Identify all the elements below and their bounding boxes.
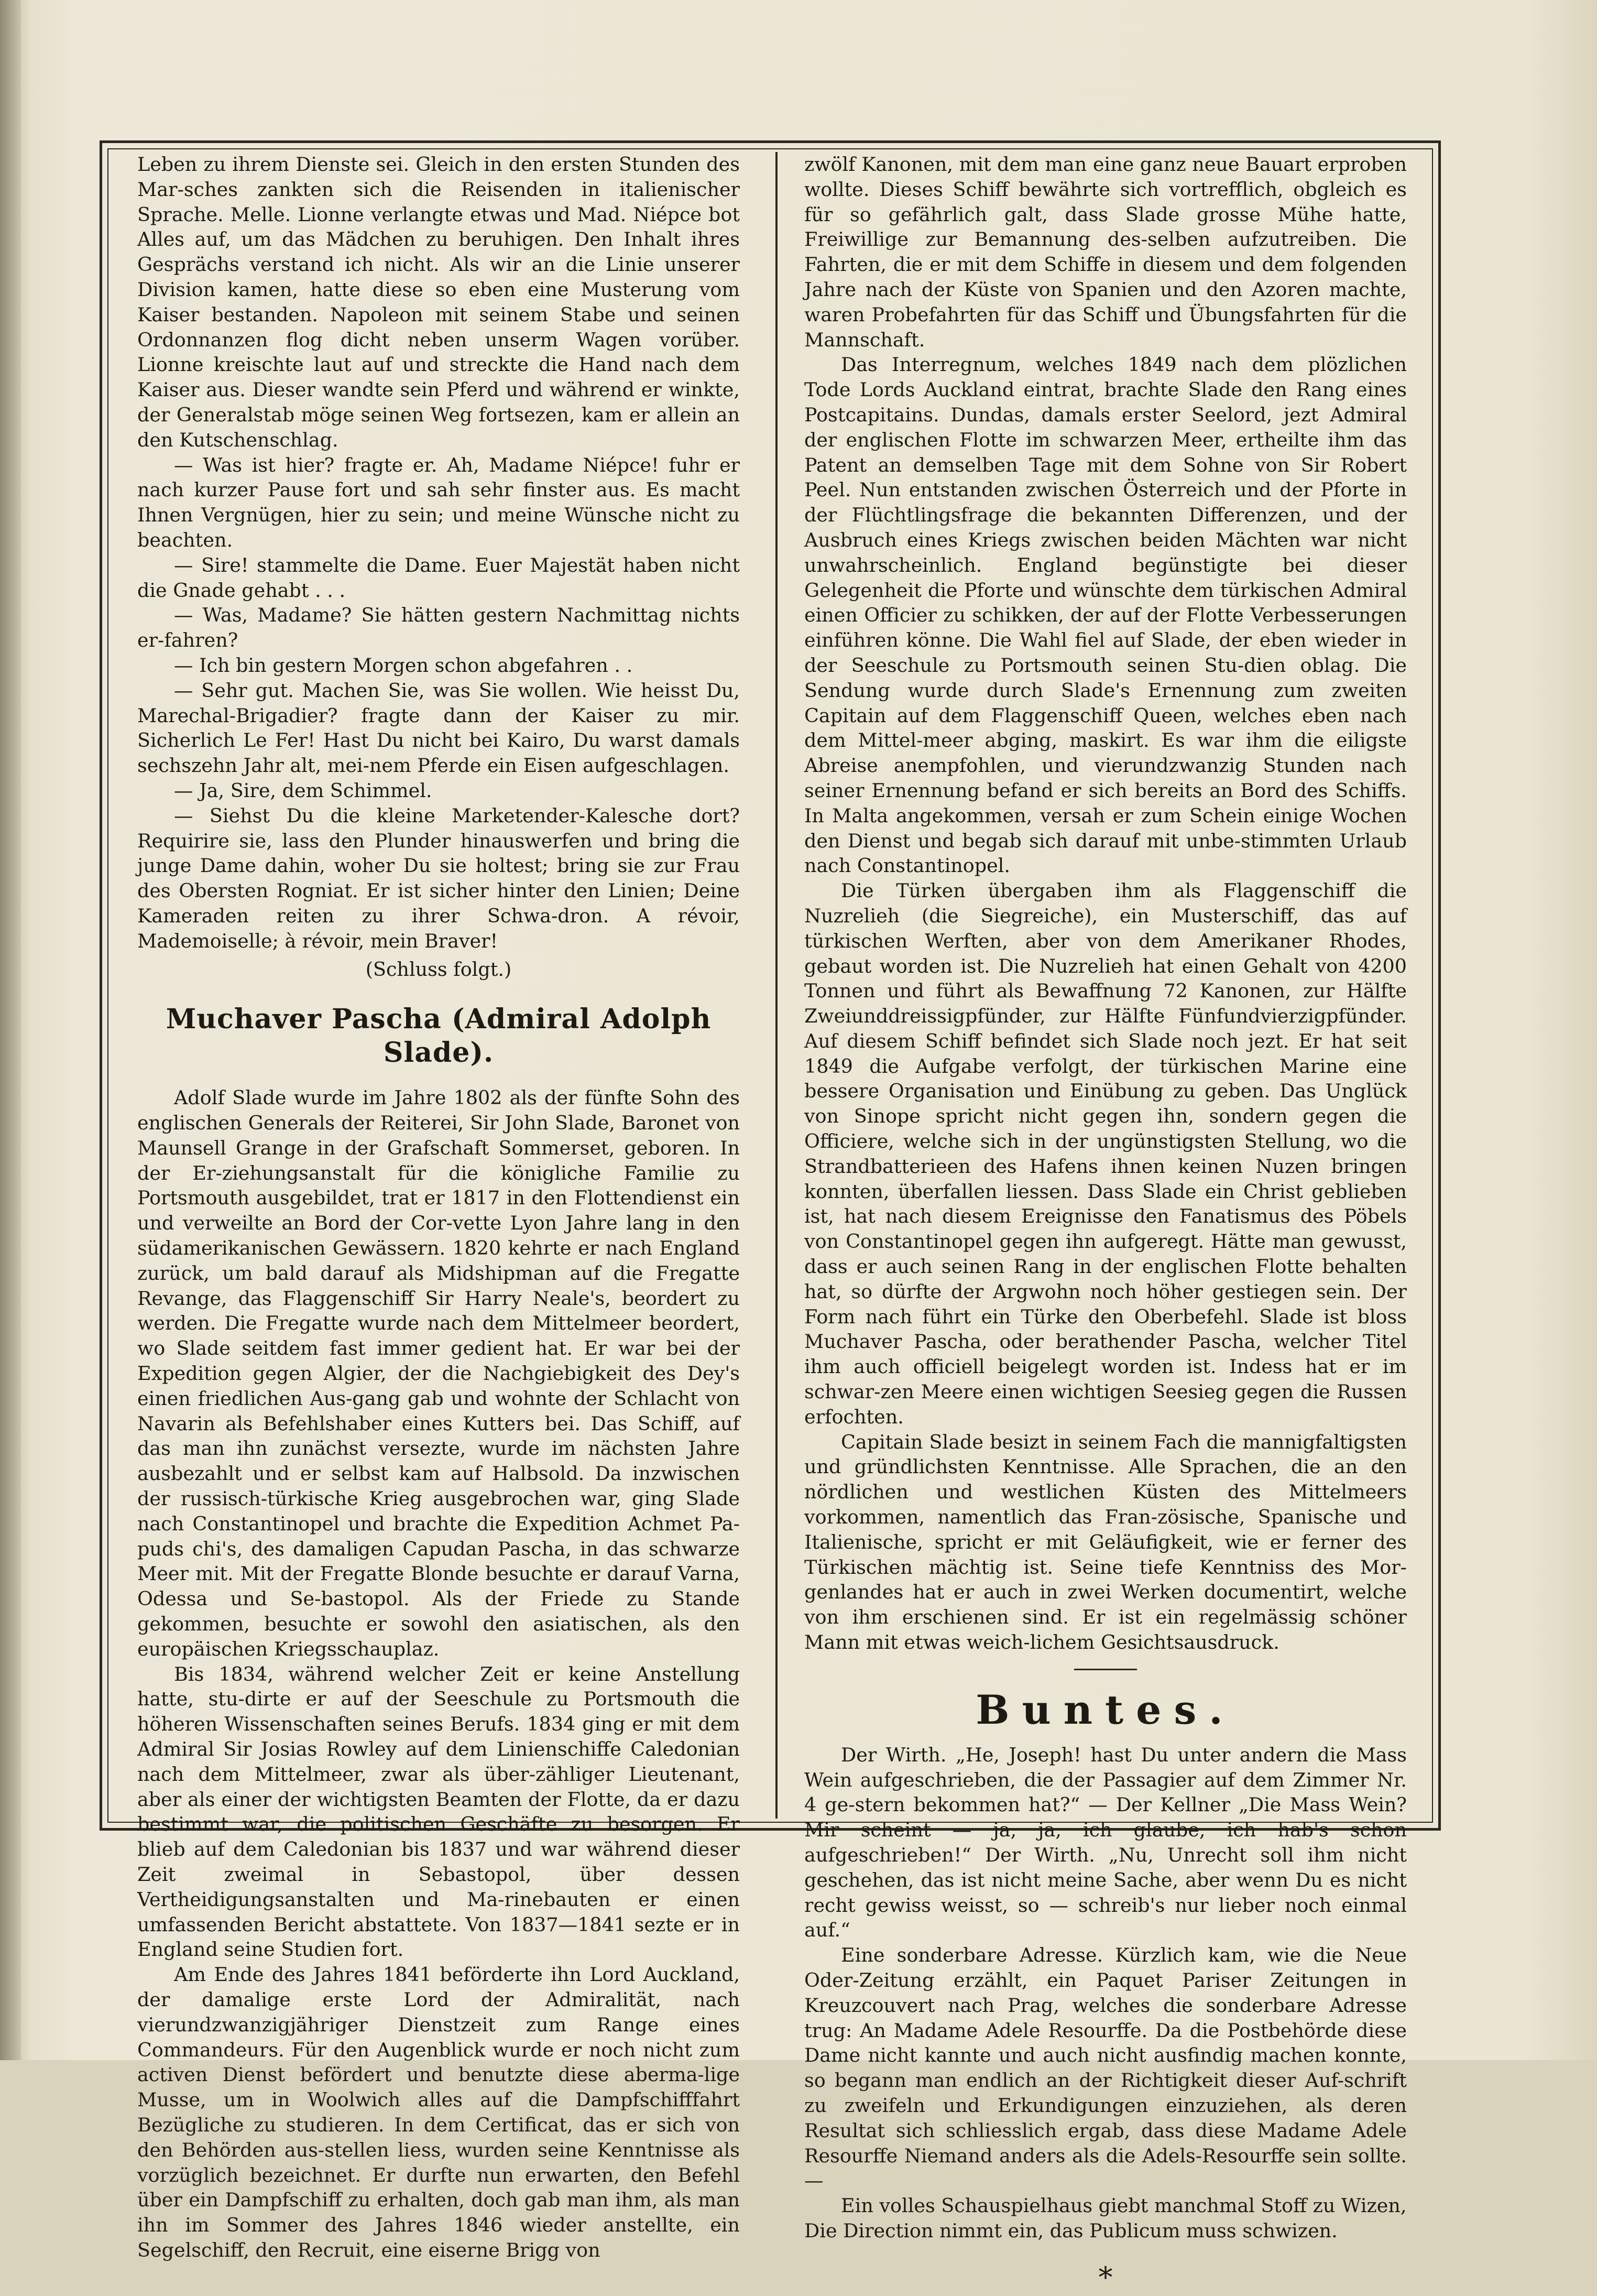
right-column <box>804 152 1407 2296</box>
verse-line: Ein volles Schauspielhaus giebt manchmal Stoff zu Wizen, <box>841 2194 1407 2217</box>
section-title: Buntes. <box>976 1686 1235 1733</box>
story-dialogue: — Ja, Sire, dem Schimmel. <box>174 779 432 802</box>
story-dialogue: — Siehst Du die kleine Marketender-Kalesche dort? Requirire sie, lass den Plunder hinauswerfen und bring die junge Dame dahin, woher Du sie holtest; bring sie zur Frau des Obersten Rogniat. Er ist sicher hinter den Linien; Deine Kameraden reiten zu ihrer Schwa-dron. A révoir, Mademoiselle; à révoir, mein Braver! <box>137 804 740 952</box>
story-dialogue: — Ich bin gestern Morgen schon abgefahren . . <box>174 654 633 677</box>
left-column <box>137 152 740 2263</box>
verse-line: Die Direction nimmt ein, das Publicum muss schwizen. <box>804 2219 1338 2242</box>
article-title: Muchaver Pascha (Admiral Adolph Slade). <box>166 1003 712 1069</box>
story-dialogue: — Was, Madame? Sie hätten gestern Nachmittag nichts er-fahren? <box>137 604 740 652</box>
miscellany-item: Der Wirth. „He, Joseph! hast Du unter andern die Mass Wein aufgeschrieben, die der Passagier auf dem Zimmer Nr. 4 ge-stern bekommen hat?“ — Der Kellner „Die Mass Wein? Mir scheint — ja, ja, ich glaube, ich hab's schon aufgeschrieben!“ Der Wirth. „Nu, Unrecht soll ihm nicht geschehen, das ist nicht meine Sache, aber wenn Du es nicht recht gewiss weisst, so — schreib's nur lieber noch einmal auf.“ <box>804 1743 1407 1942</box>
end-mark: * <box>1098 2260 1113 2294</box>
article-paragraph: Die Türken übergaben ihm als Flaggenschiff die Nuzrelieh (die Siegreiche), ein Musterschiff, das auf türkischen Werften, aber von dem Amerikaner Rhodes, gebaut worden ist. Die Nuzrelieh hat einen Gehalt von 4200 Tonnen und führt als Bewaffnung 72 Kanonen, zur Hälfte Zweiunddreissigpfünder, zur Hälfte Fünfundvierzigpfünder. Auf diesem Schiff befindet sich Slade noch jezt. Er hat seit 1849 die Aufgabe verfolgt, der türkischen Marine eine bessere Organisation und Einübung zu geben. Das Unglück von Sinope spricht nicht gegen ihn, sondern gegen die Officiere, welche sich in der ungünstigsten Stellung, wo die Strandbatterieen des Hafens ihnen keinen Nuzen bringen konnten, überfallen liessen. Dass Slade ein Christ geblieben ist, hat nach diesem Ereignisse den Fanatismus des Pöbels von Constantinopel gegen ihn aufgeregt. Hätte man gewusst, dass er auch seinen Rang in der englischen Flotte behalten hat, so dürfte der Argwohn noch höher gestiegen sein. Der Form nach führt ein Türke den Oberbefehl. Slade ist bloss Muchaver Pascha, oder berathender Pascha, welcher Titel ihm auch officiell beigelegt worden ist. Indess hat er im schwar-zen Meere einen wichtigen Seesieg gegen die Russen erfochten. <box>804 879 1407 1428</box>
story-dialogue: — Was ist hier? fragte er. Ah, Madame Niépce! fuhr er nach kurzer Pause fort und sah sehr finster aus. Es macht Ihnen Vergnügen, hier zu sein; und meine Wünsche nicht zu beachten. <box>137 453 740 551</box>
column-divider <box>775 152 778 1819</box>
section-rule <box>1074 1669 1137 1670</box>
article-paragraph: Am Ende des Jahres 1841 beförderte ihn Lord Auckland, der damalige erste Lord der Admiralität, nach vierundzwanzigjähriger Dienstzeit zum Range eines Commandeurs. Für den Augenblick wurde er noch nicht zum activen Dienst befördert und benutzte diese aberma-lige Musse, um in Woolwich alles auf die Dampfschifffahrt Bezügliche zu studieren. In dem Certificat, das er sich von den Behörden aus-stellen liess, wurden seine Kenntnisse als vorzüglich bezeichnet. Er durfte nun erwarten, den Befehl über ein Dampfschiff zu erhalten, doch gab man ihm, als man ihn im Sommer des Jahres 1846 wieder anstellte, ein Segelschiff, den Recruit, eine eiserne Brigg von <box>137 1963 740 2261</box>
article-paragraph: Adolf Slade wurde im Jahre 1802 als der fünfte Sohn des englischen Generals der Reiterei, Sir John Slade, Baronet von Maunsell Grange in der Grafschaft Sommerset, geboren. In der Er-ziehungsanstalt für die königliche Familie zu Portsmouth ausgebildet, trat er 1817 in den Flottendienst ein und verweilte an Bord der Cor-vette Lyon Jahre lang in den südamerikanischen Gewässern. 1820 kehrte er nach England zurück, um bald darauf als Midshipman auf die Fregatte Revange, das Flaggenschiff Sir Harry Neale's, beordert zu werden. Die Fregatte wurde nach dem Mittelmeer beordert, wo Slade seitdem fast immer gedient hat. Er war bei der Expedition gegen Algier, der die Nachgiebigkeit des Dey's einen friedlichen Aus-gang gab und wohnte der Schlacht von Navarin als Befehlshaber eines Kutters bei. Das Schiff, auf das man ihn zunächst versezte, wurde im nächsten Jahre ausbezahlt und er selbst kam auf Halbsold. Da inzwischen der russisch-türkische Krieg ausgebrochen war, ging Slade nach Constantinopel und brachte die Expedition Achmet Pa-puds chi's, des damaligen Capudan Pascha, in das schwarze Meer mit. Mit der Fregatte Blonde besuchte er darauf Varna, Odessa und Se-bastopol. Als der Friede zu Stande gekommen, besuchte er sowohl den asiatischen, als den europäischen Kriegsschauplaz. <box>137 1086 740 1660</box>
book-spine-shadow <box>0 0 21 2060</box>
story-dialogue: — Sire! stammelte die Dame. Euer Majestät haben nicht die Gnade gehabt . . . <box>137 553 740 602</box>
article-paragraph: Das Interregnum, welches 1849 nach dem plözlichen Tode Lords Auckland eintrat, brachte Slade den Rang eines Postcapitains. Dundas, damals erster Seelord, jezt Admiral der englischen Flotte im schwarzen Meer, ertheilte ihm das Patent an demselben Tage mit dem Sohne von Sir Robert Peel. Nun entstanden zwischen Österreich und der Pforte in der Flüchtlingsfrage die bekannten Differenzen, und der Ausbruch eines Kriegs zwischen beiden Mächten war nicht unwahrscheinlich. England begünstigte bei dieser Gelegenheit die Pforte und wünschte dem türkischen Admiral einen Officier zu schikken, der auf der Flotte Verbesserungen einführen könne. Die Wahl fiel auf Slade, der eben wieder in der Seeschule zu Portsmouth seinen Stu-dien oblag. Die Sendung wurde durch Slade's Ernennung zum zweiten Capitain auf dem Flaggenschiff Queen, welches eben nach dem Mittel-meer abging, maskirt. Es war ihm die eiligste Abreise anempfohlen, und vierundzwanzig Stunden nach seiner Ernennung befand er sich bereits an Bord des Schiffs. In Malta angekommen, versah er zum Schein einige Wochen den Dienst und begab sich darauf mit unbe-stimmten Urlaub nach Constantinopel. <box>804 353 1407 877</box>
story-paragraph: Leben zu ihrem Dienste sei. Gleich in den ersten Stunden des Mar-sches zankten sich die Reisenden in italienischer Sprache. Melle. Lionne verlangte etwas und Mad. Niépce bot Alles auf, um das Mädchen zu beruhigen. Den Inhalt ihres Gesprächs verstand ich nicht. Als wir an die Linie unserer Division kamen, hatte diese so eben eine Musterung vom Kaiser bestanden. Napoleon mit seinem Stabe und seinen Ordonnanzen flog dicht neben unserm Wagen vorüber. Lionne kreischte laut auf und streckte die Hand nach dem Kaiser aus. Dieser wandte sein Pferd und während er winkte, der Generalstab möge seinen Weg fortsezen, kam er allein an den Kutschenschlag. <box>137 153 740 451</box>
article-paragraph: zwölf Kanonen, mit dem man eine ganz neue Bauart erproben wollte. Dieses Schiff bewährte sich vortrefflich, obgleich es für so gefährlich galt, dass Slade grosse Mühe hatte, Freiwillige zur Bemannung des-selben aufzutreiben. Die Fahrten, die er mit dem Schiffe in diesem und dem folgenden Jahre nach der Küste von Spanien und den Azoren machte, waren Probefahrten für das Schiff und Übungsfahrten für die Mannschaft. <box>804 153 1407 351</box>
article-paragraph: Bis 1834, während welcher Zeit er keine Anstellung hatte, stu-dirte er auf der Seeschule zu Portsmouth die höheren Wissenschaften seines Berufs. 1834 ging er mit dem Admiral Sir Josias Rowley auf dem Linienschiffe Caledonian nach dem Mittelmeer, zwar als über-zähliger Lieutenant, aber als einer der wichtigsten Beamten der Flotte, da er dazu bestimmt war, die politischen Geschäfte zu besorgen. Er blieb auf dem Caledonian bis 1837 und war während dieser Zeit zweimal in Sebastopol, über dessen Vertheidigungsanstalten und Ma-rinebauten er einen umfassenden Bericht abstattete. Von 1837—1841 sezte er in England seine Studien fort. <box>137 1662 740 1961</box>
story-dialogue: — Sehr gut. Machen Sie, was Sie wollen. Wie heisst Du, Marechal-Brigadier? fragte dann der Kaiser zu mir. Sicherlich Le Fer! Hast Du nicht bei Kairo, Du warst damals sechszehn Jahr alt, mei-nem Pferde ein Eisen aufgeschlagen. <box>137 679 740 777</box>
continued-note: (Schluss folgt.) <box>365 957 512 981</box>
miscellany-item: Eine sonderbare Adresse. Kürzlich kam, wie die Neue Oder-Zeitung erzählt, ein Paquet Pariser Zeitungen in Kreuzcouvert nach Prag, welches die sonderbare Adresse trug: An Madame Adele Resourffe. Da die Postbehörde diese Dame nicht kannte und auch nicht ausfindig machen konnte, so begann man endlich an der Richtigkeit dieser Auf-schrift zu zweifeln und Erkundigungen einzuziehen, als deren Resultat sich schliesslich ergab, dass diese Madame Adele Resourffe Niemand anders als die Adels-Resourffe sein sollte. — <box>804 1944 1407 2192</box>
article-paragraph: Capitain Slade besizt in seinem Fach die mannigfaltigsten und gründlichsten Kenntnisse. Alle Sprachen, die an den nördlichen und westlichen Küsten des Mittelmeers vorkommen, namentlich das Fran-zösische, Spanische und Italienische, spricht er mit Geläufigkeit, wie er ferner des Türkischen mächtig ist. Seine tiefe Kenntniss des Mor-genlandes hat er auch in zwei Werken documentirt, welche von ihm erschienen sind. Er ist ein regelmässig schöner Mann mit etwas weich-lichem Gesichtsausdruck. <box>804 1430 1407 1654</box>
